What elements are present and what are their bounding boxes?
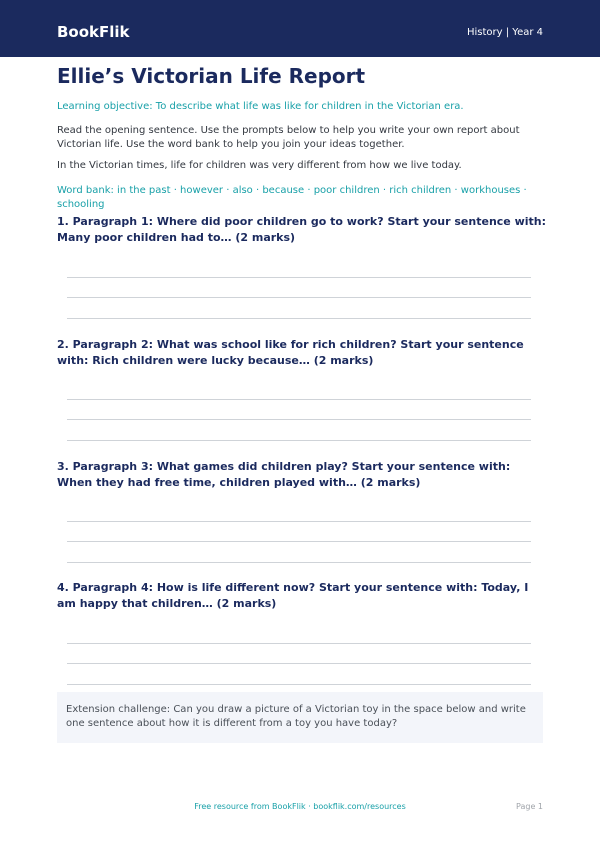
question-2: 2. Paragraph 2: What was school like for rich children? Start your sentence with: Rich children were lucky because… (2 marks) (57, 338, 524, 367)
answer-line[interactable] (67, 643, 531, 644)
answer-line[interactable] (67, 684, 531, 685)
word-bank: Word bank: in the past · however · also · because · poor children · rich children · workhouses · schooling (57, 185, 527, 210)
extension-box (57, 692, 543, 743)
question-3: 3. Paragraph 3: What games did children play? Start your sentence with: When they had free time, children played with… (2 marks) (57, 460, 511, 489)
answer-line[interactable] (67, 318, 531, 319)
brand-logo: BookFlik (57, 23, 130, 41)
answer-line[interactable] (67, 521, 531, 522)
question-1: 1. Paragraph 1: Where did poor children go to work? Start your sentence with: Many poor children had to… (2 marks) (57, 215, 547, 244)
answer-line[interactable] (67, 399, 531, 400)
page-number: Page 1 (516, 802, 543, 811)
footer-link[interactable]: Free resource from BookFlik · bookflik.com/resources (194, 802, 406, 811)
opening-sentence: In the Victorian times, life for children was very different from how we live today. (57, 160, 462, 171)
answer-line[interactable] (67, 562, 531, 563)
answer-line[interactable] (67, 663, 531, 664)
page-title: Ellie’s Victorian Life Report (57, 64, 366, 88)
answer-line[interactable] (67, 419, 531, 420)
subject-label: History | Year 4 (466, 27, 543, 38)
question-4: 4. Paragraph 4: How is life different now? Start your sentence with: Today, I am happy that children… (2 marks) (57, 581, 529, 610)
instructions: Read the opening sentence. Use the prompts below to help you write your own report about Victorian life. Use the word bank to help you join your ideas together. (57, 125, 520, 150)
answer-line[interactable] (67, 277, 531, 278)
extension-text: Extension challenge: Can you draw a picture of a Victorian toy in the space below and write one sentence about how it is different from a toy you have today? (66, 704, 526, 729)
answer-line[interactable] (67, 440, 531, 441)
header-bar (0, 0, 600, 57)
answer-line[interactable] (67, 541, 531, 542)
answer-line[interactable] (67, 297, 531, 298)
learning-objective: Learning objective: To describe what life was like for children in the Victorian era. (57, 101, 464, 112)
